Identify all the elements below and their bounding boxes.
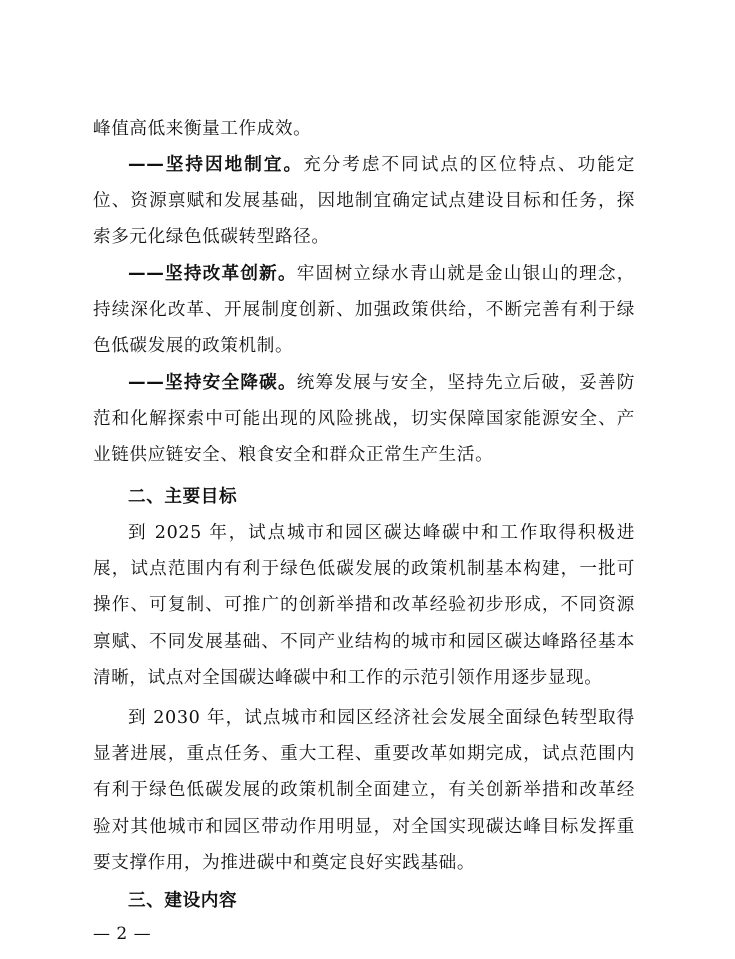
paragraph-text: 到 2025 年，试点城市和园区碳达峰碳中和工作取得积极进展，试点范围内有利于绿色低碳发展的政策机制基本构建，一批可操作、可复制、可推广的创新举措和改革经验初步形成，不同资源禀赋、不同发展基础、不同产业结构的城市和园区碳达峰路径基本清晰，试点对全国碳达峰碳中和工作的示范引领作用逐步显现。 — [93, 523, 635, 688]
goal-2025-paragraph — [93, 515, 635, 696]
paragraph-text: 到 2030 年，试点城市和园区经济社会发展全面绿色转型取得显著进展，重点任务、重大工程、重要改革如期完成，试点范围内有利于绿色低碳发展的政策机制全面建立，有关创新举措和改革经验对其他城市和园区带动作用明显，对全国实现碳达峰目标发挥重要支撑作用，为推进碳中和奠定良好实践基础。 — [93, 708, 635, 873]
principle-safe-carbon-reduction — [93, 365, 635, 474]
page-number: — 2 — — [93, 924, 152, 944]
principle-reform-innovation — [93, 256, 635, 365]
principle-adapt-local — [93, 147, 635, 256]
paragraph-text: 统筹发展与安全，坚持先立后破，妥善防范和化解探索中可能出现的风险挑战，切实保障国家能源安全、产业链供应链安全、粮食安全和群众正常生产生活。 — [93, 373, 635, 466]
section-heading-main-goals: 二、主要目标 — [128, 487, 238, 507]
principle-lead: ——坚持安全降碳。 — [128, 373, 297, 393]
principle-lead: ——坚持改革创新。 — [128, 264, 297, 284]
paragraph-text: 充分考虑不同试点的区位特点、功能定位、资源禀赋和发展基础，因地制宜确定试点建设目标和任务，探索多元化绿色低碳转型路径。 — [93, 155, 635, 248]
paragraph-continuation — [93, 111, 635, 147]
section-heading-construction-content: 三、建设内容 — [128, 891, 238, 911]
principle-lead: ——坚持因地制宜。 — [128, 155, 304, 175]
paragraph-text: 牢固树立绿水青山就是金山银山的理念，持续深化改革、开展制度创新、加强政策供给，不断完善有利于绿色低碳发展的政策机制。 — [93, 264, 635, 357]
paragraph-text: 峰值高低来衡量工作成效。 — [93, 119, 312, 139]
goal-2030-paragraph — [93, 700, 635, 881]
